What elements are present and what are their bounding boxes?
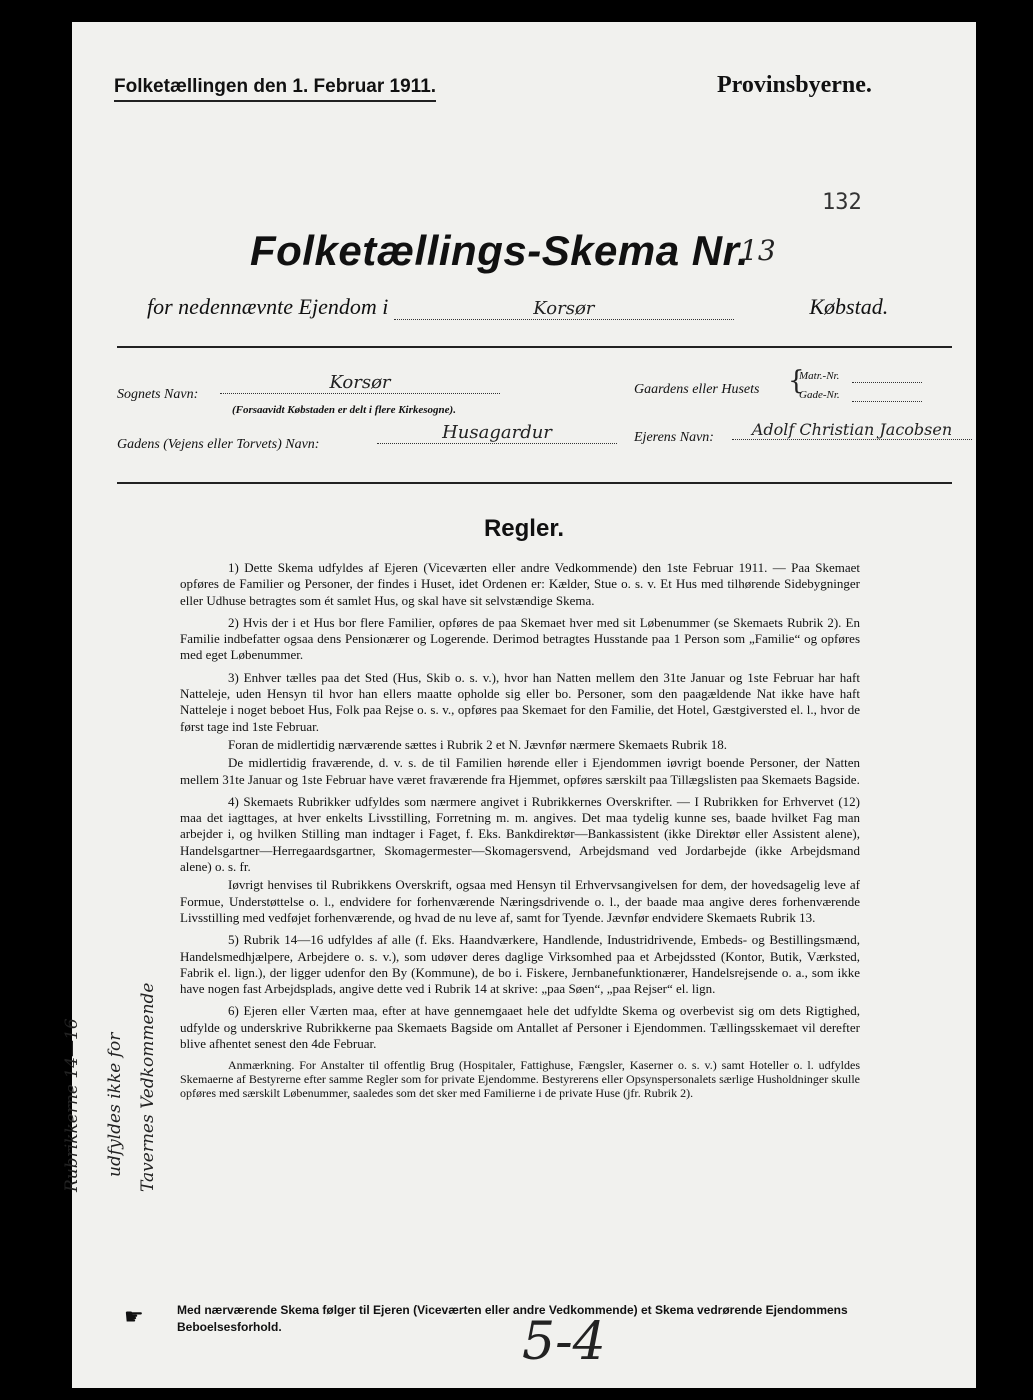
side-note-3: Tavernes Vedkommende (138, 982, 158, 1192)
form-title: Folketællings-Skema Nr. (250, 227, 750, 274)
matr-label: Matr.-Nr. (799, 370, 840, 382)
rule-4-ioevrigt: Iøvrigt henvises til Rubrikkens Overskrift, ogsaa med Hensyn til Erhvervsangivelsen for dem, der hovedsagelig leve af Formue, Understøttelse o. l., endvidere for forhenværende Næringsdrivende o. l., der baade maa angive deres forhenværende Livsstilling med vedføjet forhenværende, og hvad de nu leve af, samt for Tyende. Jævnfør endvidere Skemaets Rubrik 13. (180, 877, 860, 925)
rule-1: 1) Dette Skema udfyldes af Ejeren (Viceværten eller andre Vedkommende) den 1ste Februar 1911. — Paa Skemaet opføres de Familier og Personer, der findes i Huset, idet Ordenen er: Kælder, Stue o. s. v. Et Hus med tilhørende Sidebygninger eller Udhuse betragtes som ét samlet Hus, og skal have sit selvstændige Skema. (180, 560, 860, 608)
rule-5: 5) Rubrik 14—16 udfyldes af alle (f. Eks. Haandværkere, Handlende, Industridrivende, Embeds- og Bestillingsmænd, Handelsmedhjælpere, Arbejdere o. s. v.), som udøver deres daglige Virksomhed paa et Arbejdssted (Kontor, Butik, Værksted, Fabrik el. lign.), der ligger udenfor den By (Kommune), de bo i. Fiskere, Jernbanefunktionærer, Handelsrejsende o. a., som ikke have nogen fast Arbejdsplads, angive dette ved i Rubrik 14 at skrive: „paa Søen“, „paa Rejser“ el. lign. (180, 932, 860, 997)
gade-nr-label: Gade-Nr. (799, 389, 840, 401)
gade-label: Gadens (Vejens eller Torvets) Navn: (117, 437, 320, 452)
ejer-label: Ejerens Navn: (634, 430, 714, 445)
pointing-hand-icon: ☛ (124, 1305, 144, 1330)
rule-4: 4) Skemaets Rubrikker udfyldes som nærmere angivet i Rubrikkernes Overskrifter. — I Rubrikken for Erhvervet (12) maa det iagttages, at hver enkelts Livsstilling, Forretning m. m. angives. Det maa tydelig kunne ses, baade hvilket Fag man arbejder i, og hvilken Stilling man indtager i Faget, f. Eks. Bankdirektør—Bankassistent (ikke Direktør eller Assistent alene), Handelsgartner—Herregaardsgartner, Skomagermester—Skomagersvend, Arbejdsmand ved Jordarbejde (ikke Arbejdsmand alene) o. s. fr. (180, 793, 860, 875)
brace-icon: { (788, 366, 805, 396)
rules-heading: Regler. (483, 515, 565, 542)
town-value: Korsør (394, 298, 734, 320)
footer-note: Med nærværende Skema følger til Ejeren (Viceværten eller andre Vedkommende) et Skema vedrørende Ejendommens Beboelsesforhold. (177, 1303, 848, 1334)
form-number: 13 (740, 234, 776, 267)
property-suffix: Købstad. (809, 294, 889, 319)
bottom-handwritten-number: 5-4 (522, 1312, 606, 1372)
gade-nr-field (852, 401, 922, 402)
rule-3-fravaerende: De midlertidig fraværende, d. v. s. de til Familien hørende eller i Ejendommen iøvrigt boende Personer, der Natten mellem 31te Januar og 1ste Februar have været fraværende fra Hjemmet, opføres særskilt paa Tillægslisten paa Skemaets Bagside. (180, 755, 860, 787)
rule-3-foran: Foran de midlertidig nærværende sættes i Rubrik 2 et N. Jævnfør nærmere Skemaets Rubrik 18. (228, 736, 727, 752)
sogn-note: (Forsaavidt Købstaden er delt i flere Kirkesogne). (232, 404, 456, 416)
rule-3: 3) Enhver tælles paa det Sted (Hus, Skib o. s. v.), hvor han Natten mellem den 31te Januar og 1ste Februar har haft Natteleje, uden Hensyn til hvor han ellers maatte opholde sig eller bo. Personer, som den paagældende Nat ikke have haft Natteleje i noget beboet Hus, Folk paa Rejse o. s. v., opføres paa Skemaet for den Familie, det Hotel, Gæstgiversted el. l., hvor de først tage ind 1ste Februar. (180, 669, 860, 734)
divider-top (117, 346, 952, 348)
rule-2: 2) Hvis der i et Hus bor flere Familier, opføres de paa Skemaet hver med sit Løbenummer (se Skemaets Rubrik 2). En Familie indbefatter ogsaa dens Pensionærer og Logerende. Derimod betragtes Husstande paa 1 Person som „Familie“ og opføres med eget Løbenummer. (180, 614, 860, 663)
rules-body (180, 560, 860, 1106)
property-line (147, 294, 888, 320)
rule-6: 6) Ejeren eller Værten maa, efter at have gennemgaaet hele det udfyldte Skema og overbevist sig om dets Rigtighed, udfylde og underskrive Rubrikkerne paa Skemaets Bagside om Antallet af Personer i Ejendommen. Tællingsskemaet vil derefter blive afhentet senest den 4de Februar. (180, 1003, 860, 1052)
gaard-label: Gaardens eller Husets (634, 382, 760, 397)
property-prefix: for nedennævnte Ejendom i (147, 294, 389, 319)
census-date-header: Folketællingen den 1. Februar 1911. (114, 76, 436, 102)
divider-bottom (117, 482, 952, 484)
annotation-note: Anmærkning. For Anstalter til offentlig Brug (Hospitaler, Fattighuse, Fængsler, Kaserner o. s. v.) samt Hoteller o. l. udfyldes Skemaerne af Bestyrerne efter samme Regler som for private Ejendomme. Bestyrerens eller Opsynspersonalets særlige Husholdninger skulle opføres med særskilt Løbenummer, saaledes som det sker med Familierne i de private Huse (jfr. Rubrik 2). (180, 1058, 860, 1101)
gade-value: Husagardur (377, 422, 617, 444)
side-note-1: Rubrikkerne 14—16 (62, 1018, 82, 1192)
stamp-number: 132 (822, 190, 862, 215)
sogn-value: Korsør (220, 372, 500, 394)
ejer-value: Adolf Christian Jacobsen (732, 420, 972, 440)
sogn-label: Sognets Navn: (117, 387, 199, 402)
matr-field (852, 382, 922, 383)
side-note-2: udfyldes ikke for (105, 1032, 125, 1177)
region-header: Provinsbyerne. (717, 72, 872, 98)
census-form-page (62, 22, 976, 1388)
